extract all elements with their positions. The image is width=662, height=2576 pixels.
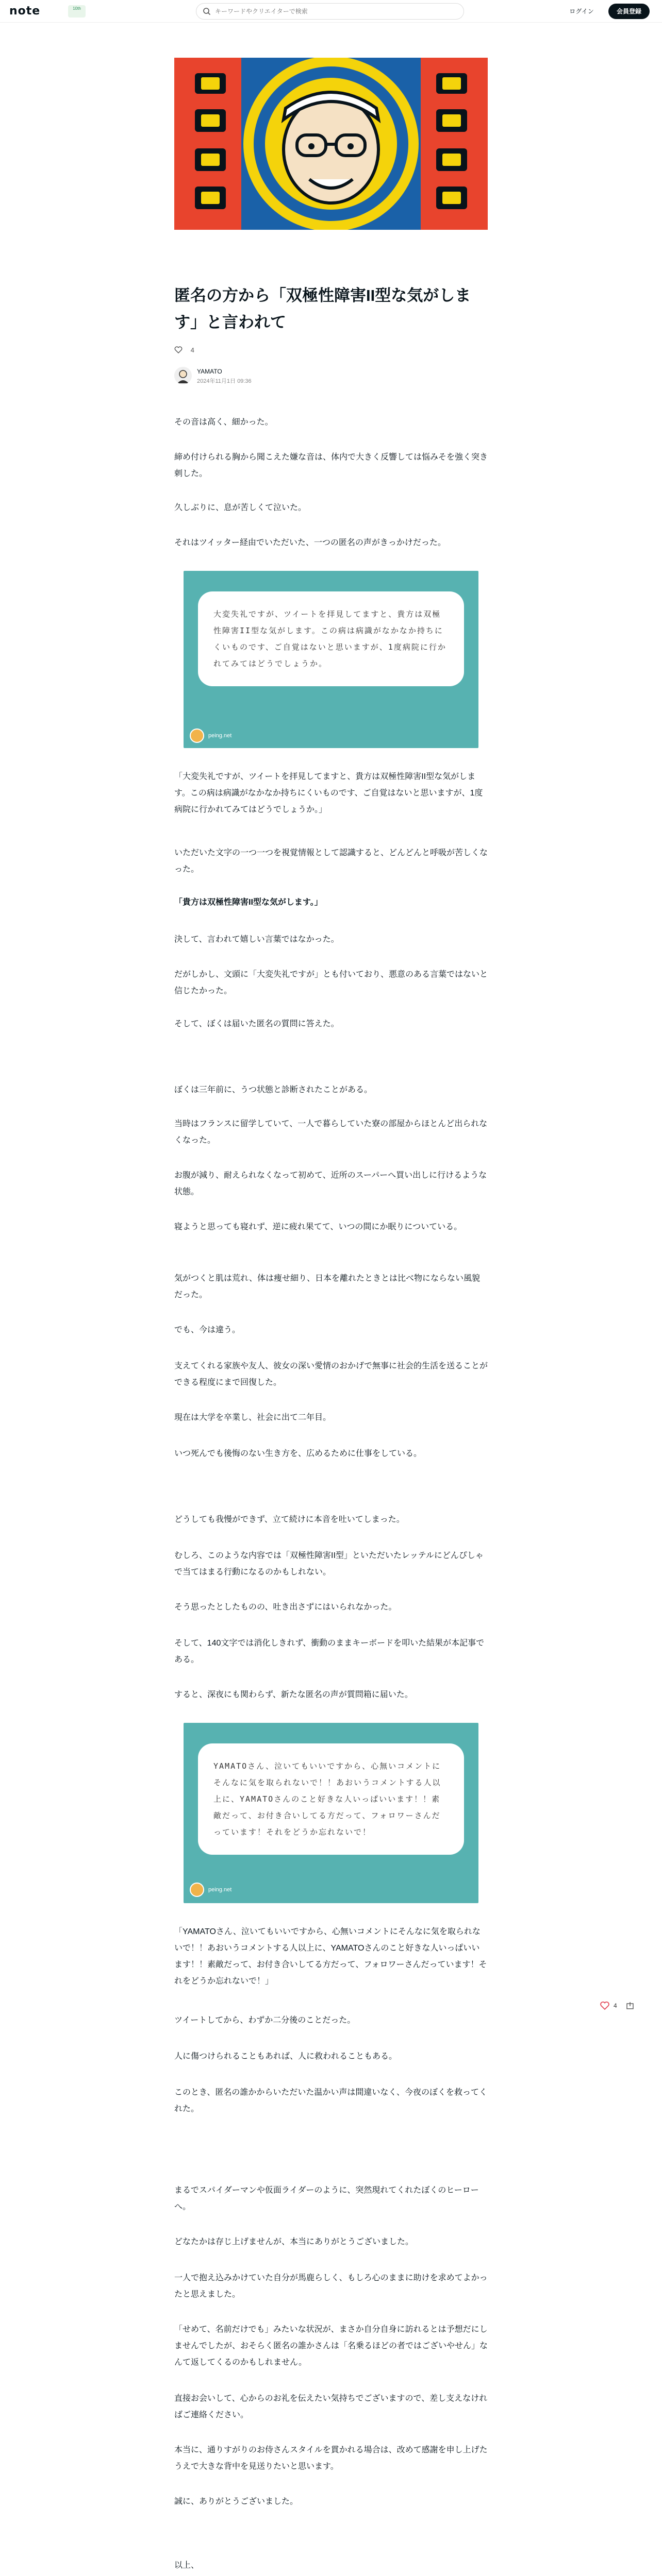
paragraph: このとき、匿名の誰かからいただいた温かい声は間違いなく、今夜のぼくを救ってくれた。: [174, 2088, 488, 2113]
note-logo[interactable]: note: [9, 5, 41, 18]
avatar-illustration: [174, 367, 192, 384]
tweet-card-text: YAMATOさん、泣いてもいいですから、心無いコメントにそんなに気を取られないで！！あおいうコメントする人以上に、YAMATOさんのこと好きな人いっぱいいます！！素敵だって、お付き合いしてる方だって、フォロワーさんだっています！それをどうか忘れないで！: [198, 1743, 464, 1855]
search-icon: [203, 7, 211, 15]
author-info[interactable]: [174, 367, 380, 387]
author-avatar[interactable]: [174, 367, 192, 384]
paragraph: お腹が減り、耐えられなくなって初めて、近所のスーパーへ買い出しに行けるような状態。: [174, 1171, 487, 1196]
paragraph: すると、深夜にも関わらず、新たな匿名の声が質問箱に届いた。: [174, 1690, 413, 1699]
paragraph: 一人で抱え込みかけていた自分が馬鹿らしく、もしろ心のままに助けを求めてよかったと思えました。: [174, 2274, 488, 2299]
paragraph: 「大変失礼ですが、ツイートを拝見してますと、貴方は双極性障害II型な気がします。この病は病識がなかなか持ちにくいものです、ご自覚はないと思いますが、1度病院に行かれてみてはどうでしょうか。」: [174, 772, 483, 814]
paragraph: 締め付けられる胸から聞こえた嫌な音は、体内で大きく反響しては悩みそを強く突き刺した。: [174, 453, 488, 478]
search-input[interactable]: [215, 7, 452, 16]
article-title: 匿名の方から「双極性障害II型な気がします」と言われて: [174, 286, 471, 331]
login-button[interactable]: ログイン: [569, 8, 594, 15]
service-avatar: [190, 728, 204, 743]
paragraph: だがしかし、文頭に「大変失礼ですが」とも付いており、悪意のある言葉ではないと信じたかった。: [174, 970, 488, 995]
paragraph: 直接お会いして、心からのお礼を伝えたい気持ちでございますので、差し支えなければご連絡ください。: [174, 2394, 488, 2419]
paragraph: 人に傷つけられることもあれば、人に救われることもある。: [174, 2052, 398, 2061]
service-avatar: [190, 1883, 204, 1897]
like-count: 4: [190, 346, 194, 354]
paragraph: ぼくは三年前に、うつ状態と診断されたことがある。: [174, 1086, 373, 1094]
paragraph: 支えてくれる家族や友人、彼女の深い愛情のおかげで無事に社会的生活を送ることができる程度にまで回復した。: [174, 1362, 488, 1387]
tweet-card-text: 大変失礼ですが、ツイートを拝見してますと、貴方は双極性障害II型な気がします。この病は病識がなかなか持ちにくいものです、ご自覚はないと思いますが、1度病院に行かれてみてはどうでしょうか。: [198, 591, 464, 686]
signup-button[interactable]: 会員登録: [608, 4, 650, 19]
paragraph-bold: 「貴方は双極性障害II型な気がします。」: [174, 898, 323, 907]
paragraph: ツイートしてから、わずか二分後のことだった。: [174, 2016, 356, 2025]
article-like[interactable]: [174, 346, 194, 357]
paragraph: 「せめて、名前だけでも」みたいな状況が、まさか自分自身に訪れるとは予想だにしませんでしたが、おそらく匿名の誰かさんは「名乗るほどの者ではございやせん」なんて返してくるのかもしれません。: [174, 2325, 488, 2367]
paragraph: 現在は大学を卒業し、社会に出て二年目。: [174, 1413, 332, 1422]
paragraph: いただいた文字の一つ一つを視覚情報として認識すると、どんどんと呼吸が苦しくなった。: [174, 849, 488, 874]
search-bar[interactable]: [196, 3, 464, 20]
paragraph: 気がつくと肌は荒れ、体は痩せ細り、日本を離れたときとは比べ物にならない風貌だった。: [174, 1274, 480, 1299]
tweet-card-2[interactable]: [184, 1723, 478, 1903]
paragraph: 本当に、通りすがりのお侍さんスタイルを貫かれる場合は、改めて感謝を申し上げたうえで大きな背中を見送りたいと思います。: [174, 2446, 488, 2471]
paragraph: まるでスパイダーマンや仮面ライダーのように、突然現れてくれたぼくのヒーローへ。: [174, 2186, 479, 2211]
paragraph: 久しぶりに、息が苦しくて泣いた。: [174, 503, 307, 512]
paragraph: むしろ、このような内容では「双極性障害II型」といただいたレッテルにどんぴしゃで当てはまる行動になるのかもしれない。: [174, 1551, 484, 1577]
heart-icon: [174, 346, 183, 353]
side-action-bar: [600, 1999, 641, 2014]
paragraph: どなたかは存じ上げませんが、本当にありがとうございました。: [174, 2238, 414, 2246]
paragraph: いつ死んでも後悔のない生き方を、広めるために仕事をしている。: [174, 1449, 422, 1458]
publish-date: 2024年11月1日 09:36: [197, 378, 252, 384]
paragraph: どうしても我慢ができず、立て続けに本音を吐いてしまった。: [174, 1515, 405, 1524]
share-icon[interactable]: [626, 2002, 634, 2010]
side-like-count: 4: [614, 2002, 617, 2009]
paragraph: そして、140文字では消化しきれず、衝動のままキーボードを叩いた結果が本記事である。: [174, 1639, 485, 1664]
paragraph: そう思ったとしたものの、吐き出さずにはいられなかった。: [174, 1603, 397, 1612]
top-header: [0, 0, 662, 23]
paragraph: 当時はフランスに留学していて、一人で暮らしていた寮の部屋からほとんど出られなくなった。: [174, 1120, 488, 1145]
paragraph: 誠に、ありがとうございました。: [174, 2497, 299, 2506]
paragraph: 寝ようと思っても寝れず、逆に疲れ果てて、いつの間にか眠りについている。: [174, 1223, 462, 1231]
paragraph: その音は高く、細かった。: [174, 418, 273, 427]
anniversary-badge: 10th: [68, 5, 86, 18]
service-label: peing.net: [208, 1887, 232, 1893]
paragraph: 決して、言われて嬉しい言葉ではなかった。: [174, 935, 339, 944]
heart-icon[interactable]: [600, 2001, 609, 2010]
tweet-card-1[interactable]: [184, 571, 478, 748]
author-name[interactable]: YAMATO: [197, 368, 222, 375]
hero-illustration: [174, 58, 488, 230]
hero-image: [174, 58, 488, 230]
paragraph: そして、ぼくは届いた匿名の質問に答えた。: [174, 1020, 339, 1028]
paragraph: 以上、: [174, 2561, 200, 2570]
service-label: peing.net: [208, 733, 232, 739]
paragraph: それはツイッター経由でいただいた、一つの匿名の声がきっかけだった。: [174, 538, 446, 547]
paragraph: でも、今は違う。: [174, 1326, 241, 1334]
paragraph: 「YAMATOさん、泣いてもいいですから、心無いコメントにそんなに気を取られないで！！あおいうコメントする人以上に、YAMATOさんのこと好きな人いっぱいいます！！素敵だって、お付き合いしてる方だって、フォロワーさんだっています！それをどうか忘れないで！」: [174, 1927, 487, 1986]
